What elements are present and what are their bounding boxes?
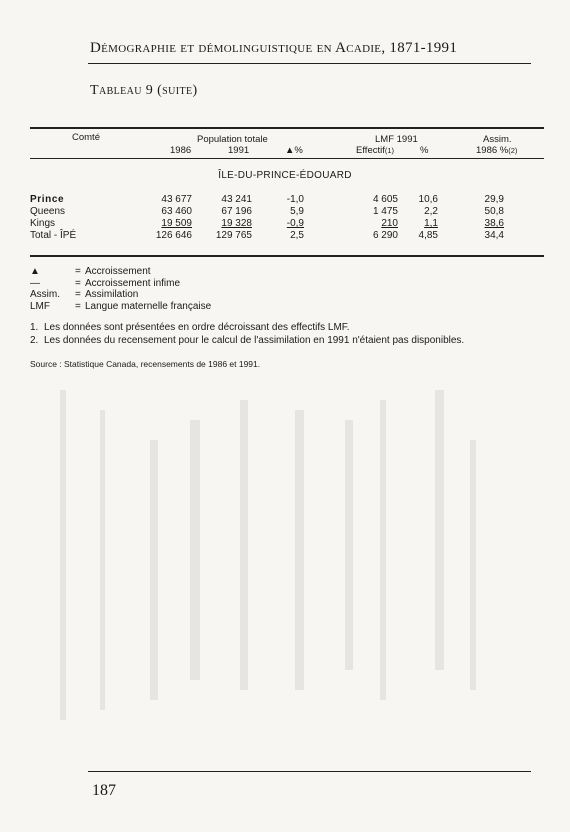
col-header-effectif <box>356 145 394 156</box>
legend-text: Accroissement infime <box>85 277 181 289</box>
cell-delta: 5,9 <box>290 206 304 217</box>
col-header-pct: % <box>420 145 429 156</box>
triangle-up-icon: ▲ <box>30 266 40 277</box>
legend-equals: = <box>75 289 81 300</box>
effectif-label: Effectif <box>356 145 385 156</box>
section-label: ÎLE-DU-PRINCE-ÉDOUARD <box>218 170 352 181</box>
legend-equals: = <box>75 300 81 312</box>
footer-rule <box>88 771 531 772</box>
cell-delta: -0,9 <box>286 218 304 229</box>
cell-pct: 1,1 <box>424 218 438 229</box>
cell-pop1986: 43 677 <box>161 194 192 205</box>
legend-text: Assimilation <box>85 289 139 300</box>
cell-assim: 38,6 <box>484 218 504 229</box>
col-header-1991: 1991 <box>228 145 250 156</box>
legend-symbol: LMF <box>30 300 50 312</box>
footnote-text: Les données du recensement pour le calcul de l'assimilation en 1991 n'étaient pas disponibles. <box>44 334 465 346</box>
col-header-assim: Assim. <box>483 134 512 145</box>
cell-comte: Kings <box>30 218 56 229</box>
assim-sub-label: 1986 % <box>476 145 509 156</box>
cell-comte: Queens <box>30 206 66 217</box>
legend-item <box>30 301 211 313</box>
col-header-comte: Comté <box>72 132 100 143</box>
source-note: Source : Statistique Canada, recensements de 1986 et 1991. <box>30 359 261 369</box>
cell-pct: 2,2 <box>424 206 438 217</box>
legend-item <box>30 278 211 290</box>
table-title: Tableau 9 (suite) <box>90 83 198 98</box>
cell-delta: -1,0 <box>286 194 304 205</box>
cell-effectif: 4 605 <box>372 194 398 205</box>
cell-comte: Prince <box>30 194 65 205</box>
effectif-footnote-ref: (1) <box>384 146 395 155</box>
header-rule <box>88 63 531 64</box>
cell-delta: 2,5 <box>290 230 304 241</box>
cell-pct: 4,85 <box>418 230 438 241</box>
page-number: 187 <box>92 782 116 799</box>
cell-comte: Total - ÎPÉ <box>30 230 77 241</box>
dash-icon: — <box>30 277 40 289</box>
cell-assim: 34,4 <box>484 230 504 241</box>
footnote <box>30 322 464 335</box>
show-through-texture <box>40 380 540 760</box>
col-header-1986: 1986 <box>170 145 192 156</box>
col-header-population: Population totale <box>197 134 268 145</box>
legend-symbol: Assim. <box>30 289 60 300</box>
cell-effectif: 6 290 <box>372 230 398 241</box>
legend-item <box>30 289 211 301</box>
cell-assim: 50,8 <box>484 206 504 217</box>
footnote-text: Les données sont présentées en ordre décroissant des effectifs LMF. <box>44 322 350 333</box>
cell-pop1991: 67 196 <box>221 206 252 217</box>
legend <box>30 266 211 312</box>
col-header-assim-1986 <box>476 145 517 156</box>
footnote-number: 2. <box>30 334 39 346</box>
legend-equals: = <box>75 266 81 277</box>
cell-pop1986: 63 460 <box>161 206 192 217</box>
cell-pop1991: 19 328 <box>221 218 252 229</box>
table-top-rule <box>30 127 544 129</box>
cell-effectif: 210 <box>381 218 398 229</box>
legend-item <box>30 266 211 278</box>
table-header-rule <box>30 158 544 159</box>
cell-pct: 10,6 <box>418 194 438 205</box>
running-head: Démographie et démolinguistique en Acadie, 1871-1991 <box>90 40 458 56</box>
col-header-lmf: LMF 1991 <box>375 134 418 145</box>
col-header-delta-pct: ▲% <box>285 145 303 156</box>
legend-text: Accroissement <box>85 266 151 277</box>
footnote <box>30 335 464 348</box>
footnotes <box>30 322 464 347</box>
legend-text: Langue maternelle française <box>85 300 212 312</box>
cell-pop1991: 129 765 <box>215 230 252 241</box>
cell-effectif: 1 475 <box>372 206 398 217</box>
footnote-number: 1. <box>30 322 39 333</box>
cell-pop1991: 43 241 <box>221 194 252 205</box>
assim-footnote-ref: (2) <box>508 146 518 155</box>
table-bottom-rule <box>30 255 544 257</box>
cell-assim: 29,9 <box>484 194 504 205</box>
cell-pop1986: 126 646 <box>155 230 192 241</box>
cell-pop1986: 19 509 <box>161 218 192 229</box>
legend-equals: = <box>75 277 81 289</box>
